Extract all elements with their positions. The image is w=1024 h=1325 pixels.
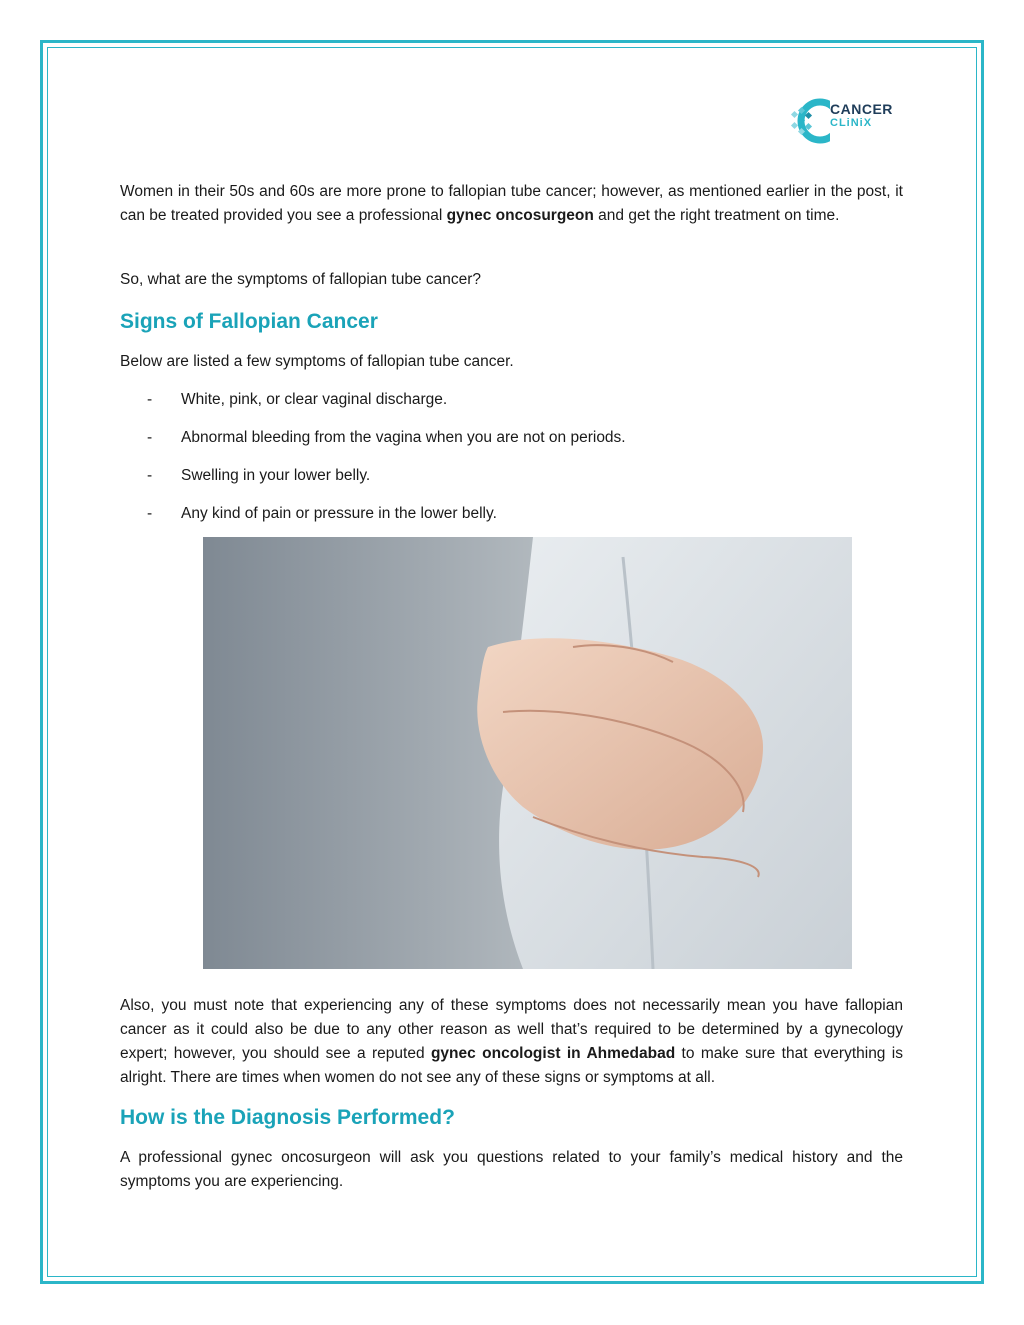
intro-paragraph: Women in their 50s and 60s are more prone to fallopian tube cancer; however, as mentioned earlier in the post, it can be treated provided you see a professional gynec oncosurgeon and get the right treatment on time.	[120, 183, 903, 224]
gynec-oncosurgeon-link: gynec oncosurgeon	[446, 207, 594, 224]
abdominal-pain-photo	[203, 537, 852, 969]
note-paragraph: Also, you must note that experiencing any of these symptoms does not necessarily mean you have fallopian cancer as it could also be due to any other reason as well that’s required to be determined by a gynecology expert; however, you should see a reputed gynec oncologist in Ahmedabad to make sure that everything is alright. There are times when women do not see any of these signs or symptoms at all.	[120, 997, 904, 1086]
cancer-clinix-logo	[790, 96, 910, 146]
logo-mark-icon	[790, 98, 830, 144]
list-item: - Swelling in your lower belly.	[147, 467, 371, 484]
diagnosis-paragraph: A professional gynec oncosurgeon will ask you questions related to your family’s medical history and the symptoms you are experiencing.	[120, 1149, 903, 1190]
symptoms-list	[120, 388, 903, 540]
symptoms-question: So, what are the symptoms of fallopian tube cancer?	[120, 271, 482, 288]
woman-holding-belly-image	[203, 537, 852, 969]
logo-line-1: CANCER	[830, 101, 893, 117]
list-item: - Abnormal bleeding from the vagina when you are not on periods.	[147, 429, 626, 446]
signs-heading: Signs of Fallopian Cancer	[120, 310, 378, 333]
logo-line-2: CLiNiX	[830, 117, 873, 129]
signs-intro: Below are listed a few symptoms of fallopian tube cancer.	[120, 353, 514, 370]
diagnosis-heading: How is the Diagnosis Performed?	[120, 1106, 455, 1129]
gynec-oncologist-link: gynec oncologist in Ahmedabad	[430, 1045, 676, 1062]
list-item: - White, pink, or clear vaginal discharge.	[147, 391, 448, 408]
list-item: - Any kind of pain or pressure in the lower belly.	[147, 505, 497, 522]
